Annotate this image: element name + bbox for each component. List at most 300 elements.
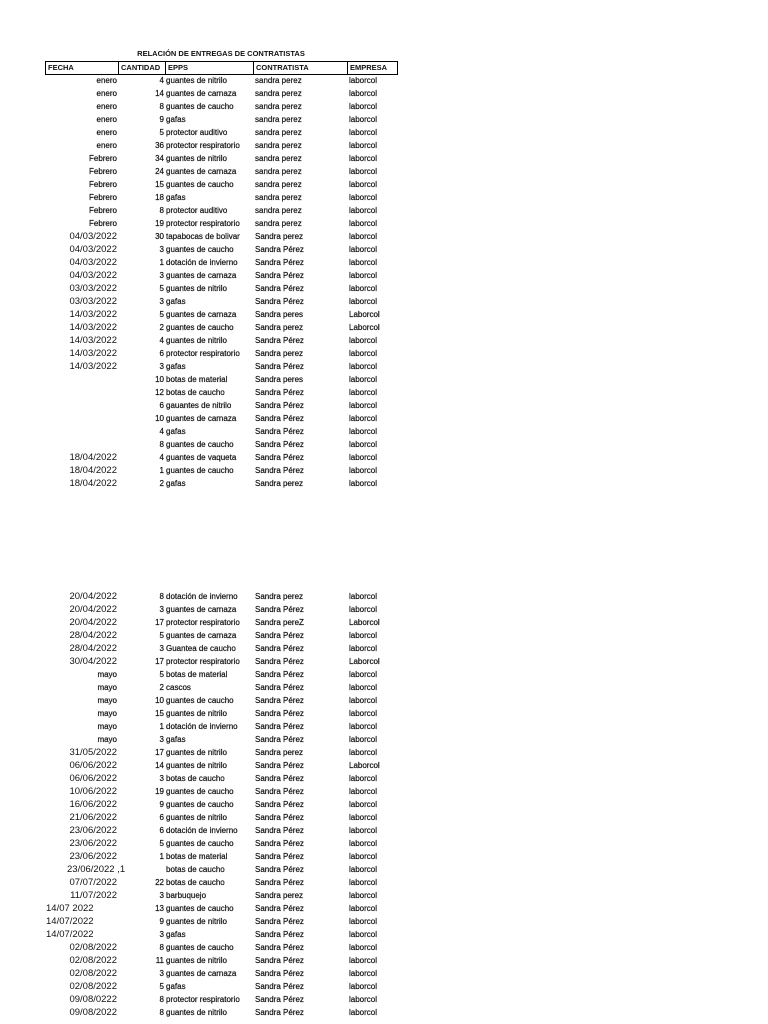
cell-empresa: Laborcol <box>349 657 380 666</box>
table-row <box>45 759 397 772</box>
cell-empresa: laborcol <box>349 891 378 900</box>
table-row <box>45 785 397 798</box>
cell-cantidad: 18 <box>155 193 164 202</box>
cell-epps: protector auditivo <box>166 206 228 215</box>
cell-cantidad: 36 <box>155 141 164 150</box>
cell-contratista: Sandra Pérez <box>255 297 304 306</box>
cell-cantidad: 11 <box>155 956 164 965</box>
cell-empresa: laborcol <box>349 709 378 718</box>
cell-epps: tapabocas de bolivar <box>166 232 240 241</box>
cell-fecha: 28/04/2022 <box>69 630 117 641</box>
table-row <box>45 256 397 269</box>
cell-fecha <box>45 438 118 451</box>
table-row <box>45 876 397 889</box>
table-row <box>45 139 397 152</box>
table-row <box>45 850 397 863</box>
cell-fecha: mayo <box>97 670 117 679</box>
cell-epps: protector respiratorio <box>166 657 240 666</box>
cell-empresa: laborcol <box>349 89 378 98</box>
cell-empresa: Laborcol <box>349 618 380 627</box>
table-row <box>45 87 397 100</box>
table-row <box>45 616 397 629</box>
header-empresa: EMPRESA <box>347 61 398 75</box>
cell-empresa: laborcol <box>349 631 378 640</box>
cell-empresa: laborcol <box>349 787 378 796</box>
cell-epps: guantes de caucho <box>166 943 234 952</box>
cell-contratista: sandra perez <box>255 154 302 163</box>
cell-empresa: laborcol <box>349 76 378 85</box>
cell-epps: guantes de carnaza <box>166 631 237 640</box>
cell-fecha: 02/08/2022 <box>69 955 117 966</box>
cell-fecha: 23/06/2022 <box>69 851 117 862</box>
cell-fecha: 16/06/2022 <box>69 799 117 810</box>
cell-contratista: Sandra perez <box>255 891 304 900</box>
cell-fecha: 23/06/2022 <box>69 838 117 849</box>
cell-cantidad: 3 <box>159 245 164 254</box>
cell-fecha: Febrero <box>88 180 117 189</box>
cell-epps: protector respiratorio <box>166 141 240 150</box>
cell-cantidad: 8 <box>159 995 164 1004</box>
cell-contratista: Sandra perez <box>255 479 304 488</box>
cell-cantidad: 3 <box>159 774 164 783</box>
cell-epps: dotación de invierno <box>166 826 238 835</box>
cell-empresa: laborcol <box>349 1008 378 1017</box>
cell-fecha: 14/07/2022 <box>46 916 94 927</box>
cell-contratista: Sandra Pérez <box>255 982 304 991</box>
cell-epps: botas de material <box>166 375 228 384</box>
cell-empresa: laborcol <box>349 683 378 692</box>
table-row <box>45 295 397 308</box>
cell-epps: guantes de carnaza <box>166 605 237 614</box>
cell-cantidad: 6 <box>159 813 164 822</box>
cell-cantidad: 5 <box>159 670 164 679</box>
cell-fecha: Febrero <box>88 167 117 176</box>
cell-contratista: Sandra perez <box>255 748 304 757</box>
cell-epps: guantes de carnaza <box>166 271 237 280</box>
cell-contratista: Sandra peres <box>255 375 304 384</box>
cell-empresa: laborcol <box>349 453 378 462</box>
cell-cantidad <box>118 863 165 876</box>
cell-epps: guantes de nitrilo <box>166 956 227 965</box>
cell-contratista: Sandra Pérez <box>255 427 304 436</box>
cell-fecha: mayo <box>97 722 117 731</box>
header-contratista: CONTRATISTA <box>253 61 348 75</box>
cell-empresa: laborcol <box>349 930 378 939</box>
cell-fecha: 03/03/2022 <box>69 296 117 307</box>
cell-fecha: mayo <box>97 683 117 692</box>
cell-cantidad: 24 <box>155 167 164 176</box>
cell-empresa: laborcol <box>349 206 378 215</box>
cell-contratista: Sandra Pérez <box>255 930 304 939</box>
cell-contratista: sandra perez <box>255 141 302 150</box>
table-row <box>45 980 397 993</box>
cell-contratista: Sandra Pérez <box>255 644 304 653</box>
cell-epps: guantes de nitrilo <box>166 761 227 770</box>
cell-epps: dotación de invierno <box>166 592 238 601</box>
cell-empresa: laborcol <box>349 414 378 423</box>
table-row <box>45 928 397 941</box>
cell-epps: gafas <box>166 362 186 371</box>
cell-empresa: laborcol <box>349 284 378 293</box>
cell-cantidad: 19 <box>155 787 164 796</box>
cell-cantidad: 3 <box>159 930 164 939</box>
cell-empresa: laborcol <box>349 219 378 228</box>
table-header <box>45 61 397 75</box>
table-row <box>45 178 397 191</box>
table-row <box>45 655 397 668</box>
cell-fecha <box>45 386 118 399</box>
cell-contratista: Sandra Pérez <box>255 709 304 718</box>
cell-cantidad: 2 <box>159 479 164 488</box>
cell-empresa: laborcol <box>349 735 378 744</box>
cell-cantidad: 9 <box>159 115 164 124</box>
cell-fecha: Febrero <box>88 154 117 163</box>
cell-epps: protector respiratorio <box>166 219 240 228</box>
cell-contratista: Sandra peres <box>255 310 304 319</box>
cell-cantidad: 3 <box>159 969 164 978</box>
cell-cantidad: 3 <box>159 644 164 653</box>
cell-empresa: laborcol <box>349 969 378 978</box>
cell-epps: guantes de nitrilo <box>166 154 227 163</box>
table-row <box>45 746 397 759</box>
cell-cantidad: 5 <box>159 310 164 319</box>
cell-empresa: laborcol <box>349 271 378 280</box>
cell-empresa: laborcol <box>349 102 378 111</box>
table-row <box>45 74 397 87</box>
table-row <box>45 165 397 178</box>
cell-cantidad: 5 <box>159 128 164 137</box>
cell-contratista: sandra perez <box>255 219 302 228</box>
cell-epps: Guantea de caucho <box>166 644 236 653</box>
cell-cantidad: 3 <box>159 735 164 744</box>
cell-empresa: laborcol <box>349 904 378 913</box>
cell-empresa: laborcol <box>349 878 378 887</box>
cell-contratista: Sandra Pérez <box>255 787 304 796</box>
cell-fecha: mayo <box>97 709 117 718</box>
cell-contratista: Sandra Pérez <box>255 865 304 874</box>
cell-contratista: Sandra Pérez <box>255 943 304 952</box>
cell-empresa: laborcol <box>349 592 378 601</box>
table-row <box>45 941 397 954</box>
cell-fecha: 14/03/2022 <box>69 309 117 320</box>
table-row <box>45 629 397 642</box>
cell-contratista: Sandra Pérez <box>255 271 304 280</box>
cell-contratista: Sandra Pérez <box>255 440 304 449</box>
cell-cantidad: 9 <box>159 917 164 926</box>
cell-fecha: 23/06/2022 <box>69 825 117 836</box>
cell-empresa: laborcol <box>349 813 378 822</box>
cell-epps: guantes de nitrilo <box>166 748 227 757</box>
cell-epps: guantes de caucho <box>166 245 234 254</box>
table-row <box>45 334 397 347</box>
cell-fecha: enero <box>96 76 117 85</box>
cell-epps: gafas <box>166 193 186 202</box>
cell-empresa: laborcol <box>349 362 378 371</box>
cell-contratista: Sandra Pérez <box>255 631 304 640</box>
cell-contratista: Sandra perez <box>255 592 304 601</box>
table-row <box>45 243 397 256</box>
cell-epps: dotación de invierno <box>166 722 238 731</box>
cell-empresa: laborcol <box>349 748 378 757</box>
cell-contratista: Sandra Pérez <box>255 904 304 913</box>
cell-fecha: 14/07/2022 <box>46 929 94 940</box>
table-row <box>45 824 397 837</box>
table-row <box>45 204 397 217</box>
cell-fecha: 23/06/2022 ,1 <box>67 864 126 875</box>
cell-empresa: laborcol <box>349 193 378 202</box>
cell-epps: gafas <box>166 115 186 124</box>
cell-fecha: 06/06/2022 <box>69 773 117 784</box>
cell-epps: botas de caucho <box>166 865 225 874</box>
cell-cantidad: 19 <box>155 219 164 228</box>
cell-contratista: sandra perez <box>255 180 302 189</box>
cell-cantidad: 3 <box>159 605 164 614</box>
cell-fecha: 14/03/2022 <box>69 322 117 333</box>
cell-cantidad: 4 <box>159 76 164 85</box>
cell-cantidad: 4 <box>159 427 164 436</box>
cell-contratista: Sandra Pérez <box>255 956 304 965</box>
cell-fecha: 02/08/2022 <box>69 981 117 992</box>
cell-empresa: laborcol <box>349 388 378 397</box>
cell-cantidad: 13 <box>155 904 164 913</box>
cell-contratista: Sandra Pérez <box>255 722 304 731</box>
table-row <box>45 681 397 694</box>
table-row <box>45 590 397 603</box>
table-row <box>45 230 397 243</box>
cell-empresa: laborcol <box>349 154 378 163</box>
cell-contratista: Sandra Pérez <box>255 839 304 848</box>
header-epps: EPPS <box>165 61 254 75</box>
cell-fecha: 30/04/2022 <box>69 656 117 667</box>
table-row <box>45 399 397 412</box>
cell-empresa: laborcol <box>349 956 378 965</box>
cell-cantidad: 1 <box>159 258 164 267</box>
table-row <box>45 113 397 126</box>
cell-fecha: mayo <box>97 735 117 744</box>
cell-cantidad: 3 <box>159 362 164 371</box>
cell-fecha: 14/03/2022 <box>69 361 117 372</box>
cell-cantidad: 5 <box>159 839 164 848</box>
cell-fecha: 04/03/2022 <box>69 231 117 242</box>
table-row <box>45 902 397 915</box>
cell-cantidad: 15 <box>155 709 164 718</box>
cell-fecha: 18/04/2022 <box>69 452 117 463</box>
cell-cantidad: 8 <box>159 440 164 449</box>
cell-contratista: sandra perez <box>255 193 302 202</box>
cell-fecha: 06/06/2022 <box>69 760 117 771</box>
cell-fecha: 11/07/2022 <box>70 890 117 901</box>
table-row <box>45 889 397 902</box>
cell-empresa: laborcol <box>349 466 378 475</box>
cell-contratista: Sandra Pérez <box>255 917 304 926</box>
cell-epps: protector respiratorio <box>166 618 240 627</box>
table-row <box>45 1006 397 1019</box>
cell-fecha: 07/07/2022 <box>69 877 117 888</box>
cell-contratista: Sandra Pérez <box>255 995 304 1004</box>
table-row <box>45 269 397 282</box>
cell-epps: guantes de caucho <box>166 696 234 705</box>
cell-cantidad: 3 <box>159 271 164 280</box>
cell-empresa: laborcol <box>349 336 378 345</box>
table-row <box>45 152 397 165</box>
cell-empresa: laborcol <box>349 128 378 137</box>
cell-cantidad: 10 <box>155 414 164 423</box>
cell-contratista: Sandra Pérez <box>255 388 304 397</box>
cell-epps: guantes de carnaza <box>166 89 237 98</box>
cell-epps: guantes de carnaza <box>166 167 237 176</box>
page-title: RELACIÓN DE ENTREGAS DE CONTRATISTAS <box>137 49 305 58</box>
cell-empresa: laborcol <box>349 865 378 874</box>
cell-cantidad: 12 <box>155 388 164 397</box>
table-row <box>45 915 397 928</box>
cell-cantidad: 5 <box>159 284 164 293</box>
cell-cantidad: 8 <box>159 206 164 215</box>
table-row <box>45 464 397 477</box>
cell-fecha: Febrero <box>88 219 117 228</box>
cell-empresa: laborcol <box>349 297 378 306</box>
cell-contratista: Sandra Pérez <box>255 774 304 783</box>
cell-epps: guantes de nitrilo <box>166 336 227 345</box>
cell-cantidad: 6 <box>159 826 164 835</box>
cell-fecha <box>45 412 118 425</box>
cell-fecha: Febrero <box>88 193 117 202</box>
cell-empresa: laborcol <box>349 245 378 254</box>
cell-fecha: enero <box>96 115 117 124</box>
cell-empresa: laborcol <box>349 995 378 1004</box>
cell-empresa: laborcol <box>349 232 378 241</box>
cell-empresa: laborcol <box>349 167 378 176</box>
cell-epps: guantes de nitrilo <box>166 709 227 718</box>
cell-fecha: enero <box>96 102 117 111</box>
table-row <box>45 412 397 425</box>
cell-epps: botas de caucho <box>166 388 225 397</box>
table-row <box>45 642 397 655</box>
cell-epps: gafas <box>166 479 186 488</box>
cell-fecha <box>45 399 118 412</box>
table-row <box>45 308 397 321</box>
cell-cantidad: 8 <box>159 592 164 601</box>
cell-contratista: Sandra Pérez <box>255 401 304 410</box>
cell-epps: guantes de caucho <box>166 440 234 449</box>
cell-cantidad: 4 <box>159 453 164 462</box>
cell-fecha: 14/03/2022 <box>69 335 117 346</box>
table-row <box>45 863 397 876</box>
cell-epps: guantes de nitrilo <box>166 917 227 926</box>
cell-cantidad: 3 <box>159 891 164 900</box>
cell-contratista: Sandra Pérez <box>255 852 304 861</box>
cell-empresa: laborcol <box>349 670 378 679</box>
cell-fecha: enero <box>96 89 117 98</box>
table-row <box>45 603 397 616</box>
cell-cantidad: 30 <box>155 232 164 241</box>
cell-contratista: sandra perez <box>255 89 302 98</box>
cell-fecha: enero <box>96 128 117 137</box>
cell-cantidad: 14 <box>155 761 164 770</box>
table-row <box>45 993 397 1006</box>
cell-cantidad: 6 <box>159 349 164 358</box>
cell-cantidad: 14 <box>155 89 164 98</box>
cell-fecha: 20/04/2022 <box>69 604 117 615</box>
cell-contratista: Sandra Pérez <box>255 605 304 614</box>
cell-fecha: 18/04/2022 <box>69 478 117 489</box>
cell-cantidad: 17 <box>155 748 164 757</box>
cell-cantidad: 2 <box>159 683 164 692</box>
cell-empresa: laborcol <box>349 427 378 436</box>
cell-empresa: Laborcol <box>349 310 380 319</box>
cell-contratista: Sandra perez <box>255 323 304 332</box>
cell-contratista: Sandra Pérez <box>255 813 304 822</box>
cell-contratista: Sandra Pérez <box>255 826 304 835</box>
cell-contratista: Sandra perez <box>255 349 304 358</box>
table-row <box>45 772 397 785</box>
cell-fecha: 20/04/2022 <box>69 617 117 628</box>
cell-epps: gafas <box>166 735 186 744</box>
cell-fecha: mayo <box>97 696 117 705</box>
cell-empresa: laborcol <box>349 852 378 861</box>
table-row <box>45 191 397 204</box>
cell-fecha: 20/04/2022 <box>69 591 117 602</box>
table-row <box>45 438 397 451</box>
table-row <box>45 217 397 230</box>
cell-fecha: 18/04/2022 <box>69 465 117 476</box>
table-row <box>45 386 397 399</box>
table-row <box>45 373 397 386</box>
cell-cantidad: 3 <box>159 297 164 306</box>
cell-contratista: Sandra Pérez <box>255 657 304 666</box>
table-row <box>45 733 397 746</box>
cell-fecha: 04/03/2022 <box>69 257 117 268</box>
table-row <box>45 282 397 295</box>
cell-epps: guantes de caucho <box>166 323 234 332</box>
cell-fecha: 02/08/2022 <box>69 968 117 979</box>
cell-fecha: 14/07 2022 <box>46 903 94 914</box>
cell-epps: guantes de carnaza <box>166 310 237 319</box>
cell-cantidad: 8 <box>159 102 164 111</box>
table-row <box>45 477 397 490</box>
cell-fecha: 09/08/0222 <box>69 994 117 1005</box>
table-row <box>45 798 397 811</box>
cell-cantidad: 34 <box>155 154 164 163</box>
cell-cantidad: 5 <box>159 982 164 991</box>
cell-empresa: laborcol <box>349 943 378 952</box>
cell-epps: dotación de invierno <box>166 258 238 267</box>
cell-fecha: 09/08/2022 <box>69 1007 117 1018</box>
cell-epps: guantes de caucho <box>166 839 234 848</box>
cell-cantidad: 6 <box>159 401 164 410</box>
table-block-1 <box>45 74 397 490</box>
cell-epps: guantes de vaqueta <box>166 453 237 462</box>
cell-empresa: laborcol <box>349 440 378 449</box>
cell-contratista: sandra perez <box>255 76 302 85</box>
header-cantidad: CANTIDAD <box>118 61 166 75</box>
cell-cantidad: 8 <box>159 1008 164 1017</box>
cell-fecha: 10/06/2022 <box>69 786 117 797</box>
table-row <box>45 347 397 360</box>
cell-cantidad: 2 <box>159 323 164 332</box>
cell-contratista: Sandra Pérez <box>255 336 304 345</box>
cell-epps: protector respiratorio <box>166 349 240 358</box>
cell-contratista: Sandra Pérez <box>255 761 304 770</box>
cell-contratista: Sandra Pérez <box>255 735 304 744</box>
table-row <box>45 837 397 850</box>
cell-epps: guantes de carnaza <box>166 969 237 978</box>
cell-contratista: Sandra Pérez <box>255 878 304 887</box>
cell-empresa: Laborcol <box>349 761 380 770</box>
cell-fecha <box>45 425 118 438</box>
cell-epps: guantes de nitrilo <box>166 284 227 293</box>
cell-fecha: 04/03/2022 <box>69 270 117 281</box>
table-row <box>45 811 397 824</box>
